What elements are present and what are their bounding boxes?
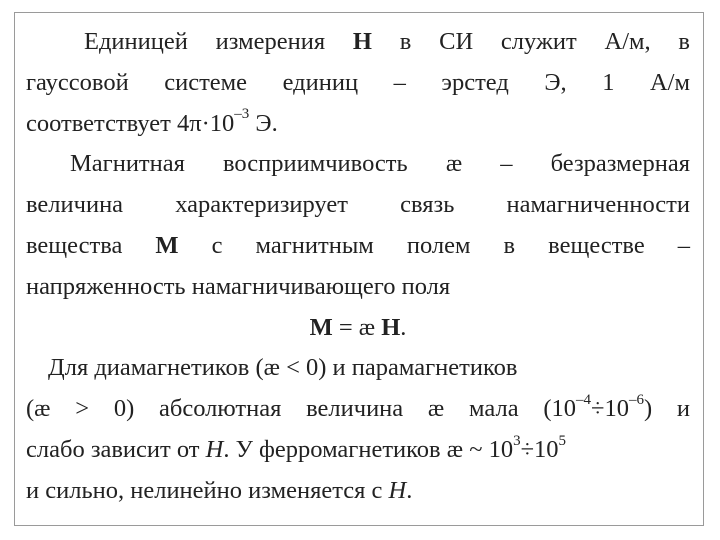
p3-line-3: слабо зависит от H. У ферромагнетиков æ ~ $10^3\div 10^5$ xyxy=(26,432,567,463)
p3-line-1: Для диамагнетиков (æ < 0) и парамагнетиков xyxy=(48,354,518,382)
p2-line-3: вещества M с магнитным полем в веществе – xyxy=(26,231,691,259)
formula-m-equals-chi-h: M = æ H. xyxy=(309,313,407,341)
p1-line-3: соответствует $4\pi\cdot 10^{-3}$ Э. xyxy=(26,106,278,137)
p2-line-4: напряженность намагничивающего поля xyxy=(26,272,451,300)
p2-line-2: величина характеризирует связь намагниченности xyxy=(26,191,690,219)
p2-line-1: Магнитная восприимчивость æ – безразмерная xyxy=(70,150,690,178)
p3-line-2: (æ > 0) абсолютная величина æ мала $(10^{-4}\div 10^{-6})$ и xyxy=(26,392,690,423)
p1-line-1: Единицей измерения H в СИ служит А/м, в xyxy=(84,28,690,55)
slide-text xyxy=(26,22,690,512)
symbol-H: H xyxy=(352,28,372,55)
p1-line-2: гауссовой системе единиц – эрстед Э, 1 А/м xyxy=(26,68,690,96)
symbol-M: M xyxy=(155,231,179,259)
p3-line-4: и сильно, нелинейно изменяется с H. xyxy=(26,476,413,504)
